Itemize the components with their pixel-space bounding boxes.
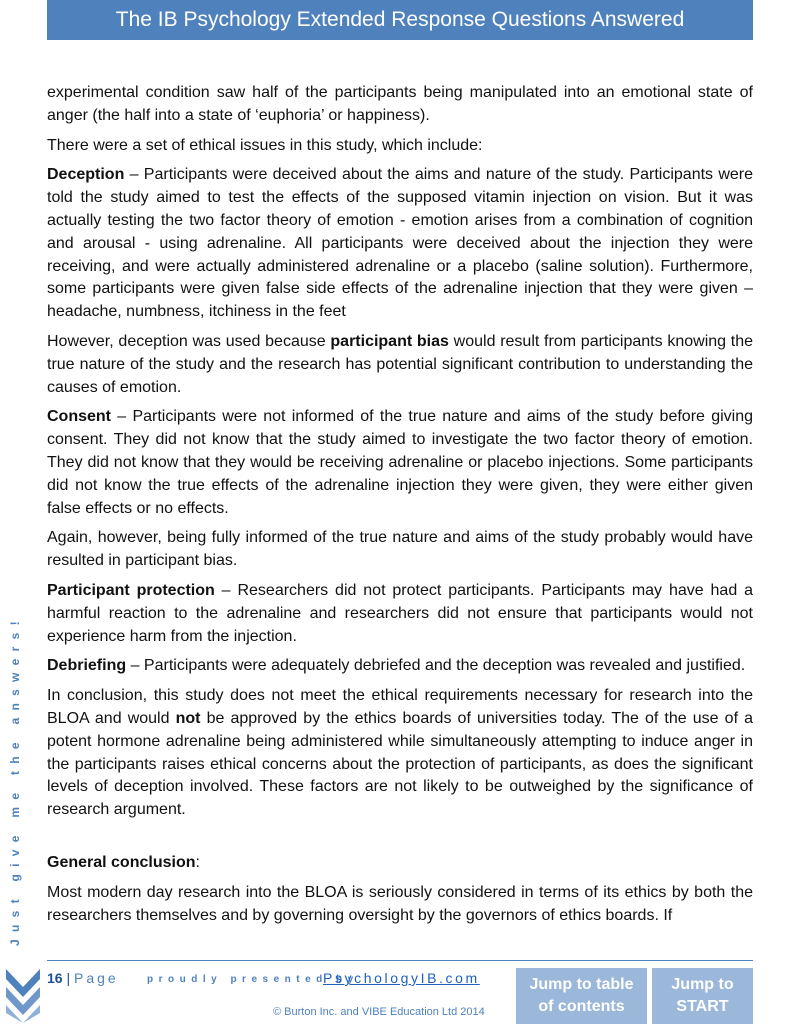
copyright-text: © Burton Inc. and VIBE Education Ltd 2014 xyxy=(273,1006,485,1018)
double-chevron-down-icon xyxy=(4,967,42,1023)
paragraph-consent xyxy=(47,406,753,520)
page-number-value: 16 xyxy=(47,970,63,986)
presented-by-text: proudly presented by xyxy=(147,974,359,985)
term-consent: Consent xyxy=(47,408,111,426)
paragraph-final: Most modern day research into the BLOA is seriously considered in terms of its ethics by both the researchers themselves and by governing oversight by the governors of ethics boards. If xyxy=(47,883,753,924)
page-header-title: The IB Psychology Extended Response Questions Answered xyxy=(115,8,685,31)
however-text-a: However, deception was used because xyxy=(47,332,331,350)
page-separator: | xyxy=(62,970,74,986)
conclusion-text-a: In conclusion, this study does not meet the ethical requirements necessary for research into the BLOA and would xyxy=(47,687,753,727)
paragraph-deception xyxy=(47,164,753,324)
toc-button-line2: of contents xyxy=(538,998,625,1015)
paragraph-protection xyxy=(47,580,753,648)
heading-general-conclusion xyxy=(47,852,753,875)
conclusion-text-b: be approved by the ethics boards of universities today. The of the use of a potent hormone adrenaline being administered while simultaneously attempting to induce anger in the participants raises ethical concerns about the protection of participants, as does the significant levels of deception involved. These factors are not likely to be outweighed by the significance of research argument. xyxy=(47,709,754,819)
paragraph-again: Again, however, being fully informed of the true nature and aims of the study probably would have resulted in participant bias. xyxy=(47,529,753,570)
paragraph-conclusion xyxy=(47,685,753,822)
footer-divider xyxy=(47,960,753,961)
consent-text: – Participants were not informed of the true nature and aims of the study before giving consent. They did not know that the study aimed to investigate the two factor theory of emotion. They did not know that they would be receiving adrenaline or placebo injections. Some participants did not know the true effects of the adrenaline injection they were given, they were either given false effects or no effects. xyxy=(47,408,753,517)
document-body xyxy=(47,82,753,934)
term-debriefing: Debriefing xyxy=(47,657,127,675)
start-button-line1: Jump to xyxy=(671,976,734,993)
sidebar-tagline: Just give me the answers! xyxy=(8,614,22,946)
jump-to-toc-button[interactable] xyxy=(516,968,647,1024)
page-header-banner xyxy=(47,0,753,40)
debriefing-text: – Participants were adequately debriefed and the deception was revealed and justified. xyxy=(126,657,746,675)
paragraph-issues-intro: There were a set of ethical issues in this study, which include: xyxy=(47,136,483,154)
website-link[interactable]: PsychologyIB.com xyxy=(323,970,480,986)
page-number xyxy=(47,970,119,986)
start-button-line2: START xyxy=(676,998,729,1015)
deception-text: – Participants were deceived about the aims and nature of the study. Participants were told the study aimed to test the effects of the supposed vitamin injection on vision. But it was actually testing the two factor theory of emotion - emotion arises from a combination of cognition and arousal - using adrenaline. All participants were deceived about the injection they were receiving, and were actually administered adrenaline or a placebo (saline solution). Furthermore, some participants were given false side effects of the adrenaline injection that they were given – headache, numbness, itchiness in the feet xyxy=(47,166,753,321)
term-not: not xyxy=(175,709,201,727)
term-participant-protection: Participant protection xyxy=(47,581,215,599)
general-conclusion-colon: : xyxy=(195,853,200,871)
term-participant-bias: participant bias xyxy=(330,332,449,350)
toc-button-line1: Jump to table xyxy=(529,976,634,993)
page-label: Page xyxy=(74,970,119,986)
paragraph-intro: experimental condition saw half of the participants being manipulated into an emotional state of anger (the half into a state of ‘euphoria’ or happiness). xyxy=(47,84,753,124)
protection-text: – Researchers did not protect participants. Participants may have had a harmful reaction to the adrenaline and researchers did not ensure that participants would not experience harm from the injection. xyxy=(47,581,753,645)
paragraph-however xyxy=(47,331,753,399)
term-deception: Deception xyxy=(47,166,125,184)
paragraph-debriefing xyxy=(47,655,753,678)
general-conclusion-term: General conclusion xyxy=(47,853,196,871)
however-text-b: would result from participants knowing the true nature of the study and the research has potential significant contribution to understanding the causes of emotion. xyxy=(47,332,754,396)
jump-to-start-button[interactable] xyxy=(652,968,753,1024)
